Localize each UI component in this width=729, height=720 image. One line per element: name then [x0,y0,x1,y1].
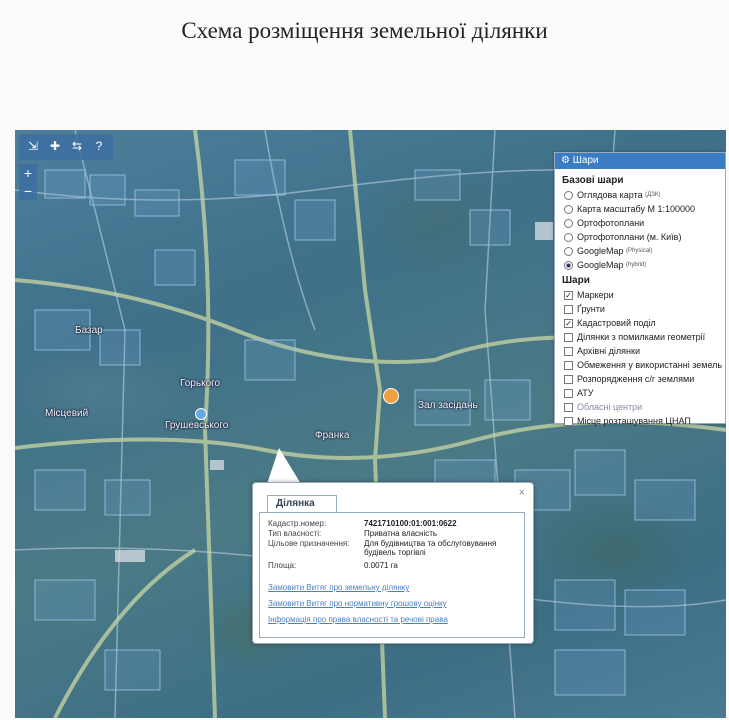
map-label: Зал засідань [418,400,478,411]
map-label: Горького [180,378,221,389]
area-value: 0.0071 га [364,561,398,570]
overlay-layer-option[interactable] [555,316,725,330]
checkbox-icon[interactable] [564,375,573,384]
base-layer-option[interactable] [555,188,725,202]
overlay-layer-option[interactable] [555,400,725,414]
close-icon[interactable]: × [518,487,525,499]
zoom-out-button[interactable]: − [23,183,33,199]
zoom-in-button[interactable]: + [23,165,33,181]
base-layers-title: Базові шари [562,175,624,186]
ownership-type-value: Приватна власність [364,529,438,538]
base-layer-label: GoogleMap [577,260,624,270]
overlay-layer-label: Ґрунти [577,304,605,314]
order-extract-link[interactable]: Замовити Витяг про земельну ділянку [268,583,410,592]
layers-panel-header[interactable] [555,153,725,169]
checkbox-icon[interactable]: ✓ [565,290,572,300]
overlay-layer-label: Місце розташування ЦНАП [577,416,691,426]
checkbox-icon[interactable] [564,403,573,412]
overlay-layer-label: Архівні ділянки [577,346,640,356]
overlay-layers-list [555,288,725,428]
checkbox-icon[interactable] [564,361,573,370]
crosshair-tool-button[interactable]: ✚ [49,139,61,153]
map-label: Місцевий [45,408,89,419]
checkbox-icon[interactable] [564,305,573,314]
radio-icon[interactable] [564,191,573,200]
radio-icon[interactable] [564,233,573,242]
order-valuation-link[interactable]: Замовити Витяг про нормативну грошову оцінку [268,599,447,608]
base-layer-option[interactable] [555,216,725,230]
help-tool-button[interactable]: ? [95,139,103,153]
cadastral-number-label: Кадастр.номер: [268,519,327,528]
gear-icon: ⚙ [561,155,570,166]
overlay-layer-label: Маркери [577,290,614,300]
overlay-layer-option[interactable] [555,386,725,400]
layers-panel [554,152,726,424]
base-layer-label: Ортофотоплани [577,218,645,228]
overlay-layer-option[interactable] [555,414,725,428]
base-layer-option[interactable] [555,244,725,258]
map-marker-icon[interactable] [383,388,399,404]
checkbox-icon[interactable] [564,389,573,398]
checkbox-icon[interactable] [564,347,573,356]
map-label: Франка [315,430,350,441]
base-layer-option[interactable] [555,202,725,216]
popup-body [259,512,525,638]
base-layer-source: (hybrid) [626,262,647,268]
base-layer-label: GoogleMap [577,246,624,256]
popup-pointer [267,448,301,484]
checkbox-icon[interactable] [564,417,573,426]
radio-icon[interactable] [564,205,573,214]
checkbox-icon[interactable]: ✓ [565,318,572,328]
base-layers-list [555,188,725,272]
overlay-layer-option[interactable] [555,358,725,372]
cadastral-number-value: 7421710100:01:001:0622 [364,519,457,528]
radio-icon[interactable] [564,261,573,270]
base-layer-label: Карта масштабу М 1:100000 [577,204,696,214]
parcel-popup [252,482,534,644]
overlay-layer-label: Розпорядження с/г землями [577,374,695,384]
base-layer-label: Оглядова карта [577,190,643,200]
radio-icon[interactable] [564,219,573,228]
purpose-label: Цільове призначення: [268,539,350,548]
base-layer-source: (Physical) [626,248,653,254]
ownership-info-link[interactable]: Інформація про права власності та речові права [268,615,448,624]
base-layer-option[interactable] [555,258,725,272]
overlay-layer-option[interactable] [555,288,725,302]
map-label: Базар [75,325,103,336]
zoom-control [19,164,37,200]
ownership-type-label: Тип власності: [268,529,322,538]
overlay-layer-option[interactable] [555,302,725,316]
print-tool-button[interactable]: ⇆ [71,139,83,153]
measure-tool-button[interactable]: ⇲ [27,139,39,153]
overlay-layer-label: Обмеження у використанні земель [577,360,723,370]
overlay-layer-option[interactable] [555,330,725,344]
map-view[interactable] [15,130,726,718]
map-toolbar [19,134,113,160]
checkbox-icon[interactable] [564,333,573,342]
area-label: Площа: [268,561,297,570]
map-label: Грушевського [165,420,229,431]
overlay-layer-option[interactable] [555,344,725,358]
purpose-value: Для будівництва та обслуговування будівель торгівлі [364,539,497,557]
layers-panel-title: Шари [572,155,599,166]
overlay-layer-label: Ділянки з помилками геометрії [577,332,706,342]
overlay-layer-label: Кадастровий поділ [577,318,656,328]
base-layer-label: Ортофотоплани (м. Київ) [577,232,682,242]
overlay-layer-label: Обласні центри [577,402,643,412]
base-layer-source: (ДЗК) [645,192,661,198]
popup-tab-parcel[interactable]: Ділянка [267,495,337,512]
place-marker-icon[interactable] [195,408,207,420]
base-layer-option[interactable] [555,230,725,244]
overlay-layers-title: Шари [562,275,590,286]
overlay-layer-label: АТУ [577,388,594,398]
overlay-layer-option[interactable] [555,372,725,386]
radio-icon[interactable] [564,247,573,256]
page-title: Схема розміщення земельної ділянки [181,18,548,43]
